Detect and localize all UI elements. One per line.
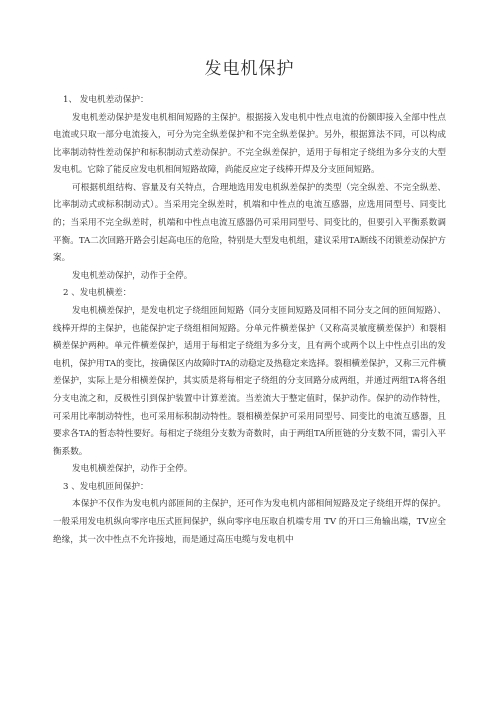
section-heading: 1、 发电机差动保护： [63, 95, 149, 105]
paragraph: 发电机差动保护是发电机相间短路的主保护。根据接入发电机中性点电流的份额即接入全部中性点电流或只取一部分电流接入，可分为完全纵差保护和不完全纵差保护。另外，根据算法不同，可以构成比率制动特性差动保护和标积制动式差动保护。不完全纵差保护，适用于每相定子绕组为多分支的大型发电机。它除了能反应发电机相间短路故障，尚能反应定子线棒开焊及分支匝间短路。 [53, 112, 446, 176]
paragraph: 可根据机组结构、容量及有关特点，合理地选用发电机纵差保护的类型（完全纵差、不完全纵差、比率制动式或标积制动式）。当采用完全纵差时，机端和中性点的电流互感器，应选用同型号、同变比的；当采用不完全纵差时，机端和中性点电流互感器仍可采用同型号、同变比的，但要引入平衡系数调平衡。TA二次回路开路会引起高电压的危险，特别是大型发电机组，建议采用TA断线不闭锁差动保护方案。 [53, 182, 446, 264]
paragraph: 发电机横差保护，动作于全停。 [72, 464, 193, 475]
section-heading: 2 、发电机横差： [63, 288, 132, 299]
paragraph: 本保护不仅作为发电机内部匝间的主保护，还可作为发电机内部相间短路及定子绕组开焊的保护。一般采用发电机纵向零序电压式匝间保护，纵向零序电压取自机端专用 TV 的开口三角输出端，TV应全绝缘，其一次中性点不允许接地，而是通过高压电缆与发电机中 [53, 499, 446, 545]
section-heading: 3 、发电机匝间保护： [63, 481, 149, 492]
page-title: 发电机保护 [204, 59, 295, 79]
paragraph: 发电机差动保护，动作于全停。 [72, 270, 193, 281]
paragraph: 发电机横差保护，是发电机定子绕组匝间短路（同分支匝间短路及同相不同分支之间的匝间短路）、线棒开焊的主保护，也能保护定子绕组相间短路。分单元件横差保护（又称高灵敏度横差保护）和裂相横差保护两种。单元件横差保护，适用于每相定子绕组为多分支，且有两个或两个以上中性点引出的发电机，保护用TA的变比，按确保区内故障时TA的动稳定及热稳定来选择。裂相横差保护，又称三元件横差保护，实际上是分相横差保护，其实质是将每相定子绕组的分支回路分成两组，并通过两组TA将各组分支电流之和，反极性引到保护装置中计算差流。当差流大于整定值时，保护动作。保护的动作特性，可采用比率制动特性，也可采用标积制动特性。裂相横差保护可采用同型号、同变比的电流互感器，且要求各TA的暂态特性要好。每相定子绕组分支数为奇数时，由于两组TA所匝链的分支数不同，需引入平衡系数。 [53, 305, 446, 457]
document-body [53, 92, 446, 549]
